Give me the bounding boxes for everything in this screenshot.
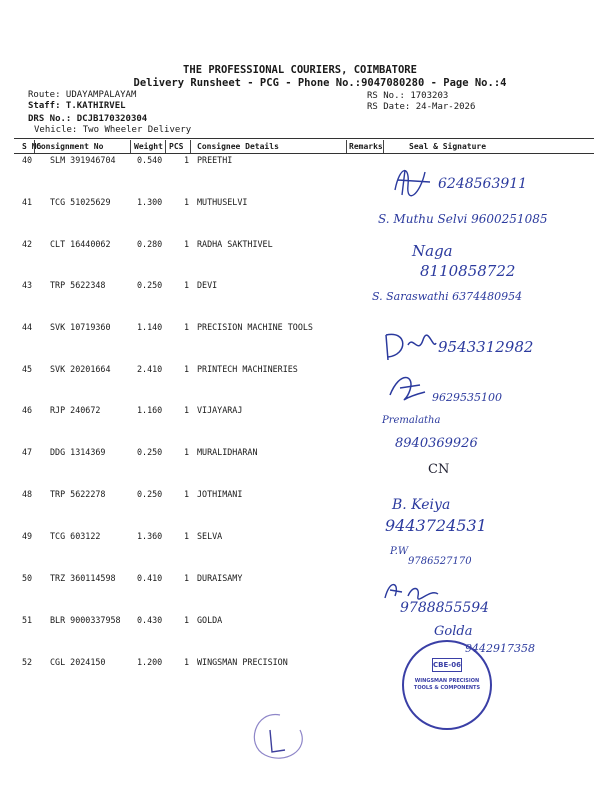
signature-scribble xyxy=(385,370,430,405)
row-sno: 40 xyxy=(22,155,33,165)
col-divider xyxy=(34,140,35,153)
row-consignee: PREETHI xyxy=(197,155,233,165)
signature-46-phone: 8940369926 xyxy=(395,436,478,451)
table-row xyxy=(14,364,594,406)
row-weight: 1.160 xyxy=(137,405,163,415)
row-weight: 1.360 xyxy=(137,531,163,541)
signature-45: 9629535100 xyxy=(432,391,502,404)
row-consignment: SVK 20201664 xyxy=(50,364,111,374)
table-row xyxy=(14,489,594,531)
row-sno: 43 xyxy=(22,280,33,290)
row-pcs: 1 xyxy=(184,447,190,457)
row-consignee: WINGSMAN PRECISION xyxy=(197,657,288,667)
row-weight: 0.540 xyxy=(137,155,163,165)
row-sno: 46 xyxy=(22,405,33,415)
row-consignee: VIJAYARAJ xyxy=(197,405,243,415)
row-consignee: MURALIDHARAN xyxy=(197,447,258,457)
row-consignee: PRECISION MACHINE TOOLS xyxy=(197,322,313,332)
row-sno: 50 xyxy=(22,573,33,583)
signature-scribble xyxy=(378,325,438,365)
col-divider xyxy=(165,140,166,153)
signature-49-phone: 9786527170 xyxy=(408,556,472,567)
row-pcs: 1 xyxy=(184,573,190,583)
row-pcs: 1 xyxy=(184,155,190,165)
table-row xyxy=(14,447,594,489)
col-consignee: Consignee Details xyxy=(197,142,279,151)
col-consignment: Consignment No xyxy=(36,142,104,151)
drs-label: DRS No.: DCJB170320304 xyxy=(28,114,148,124)
rs-number: RS No.: 1703203 xyxy=(367,91,449,101)
row-consignment: SLM 391946704 xyxy=(50,155,116,165)
signature-48-phone: 9443724531 xyxy=(385,516,487,535)
row-weight: 0.250 xyxy=(137,447,163,457)
row-consignment: CGL 2024150 xyxy=(50,657,106,667)
row-consignment: TRP 5622278 xyxy=(50,489,106,499)
row-consignment: CLT 16440062 xyxy=(50,239,111,249)
row-pcs: 1 xyxy=(184,615,190,625)
signature-scribble xyxy=(390,160,440,200)
col-divider xyxy=(383,140,384,153)
row-weight: 0.430 xyxy=(137,615,163,625)
row-consignee: PRINTECH MACHINERIES xyxy=(197,364,298,374)
row-pcs: 1 xyxy=(184,657,190,667)
row-pcs: 1 xyxy=(184,531,190,541)
signature-40: 6248563911 xyxy=(438,176,528,192)
row-consignee: GOLDA xyxy=(197,615,223,625)
col-sno: S No xyxy=(22,142,42,151)
row-consignee: SELVA xyxy=(197,531,223,541)
company-title: THE PROFESSIONAL COURIERS, COIMBATORE xyxy=(183,64,417,76)
table-row xyxy=(14,405,594,447)
signature-50: 9788855594 xyxy=(400,600,490,616)
row-sno: 48 xyxy=(22,489,33,499)
row-consignment: DDG 1314369 xyxy=(50,447,106,457)
col-divider xyxy=(346,140,347,153)
vehicle-label: Vehicle: Two Wheeler Delivery xyxy=(34,125,192,135)
row-consignment: SVK 10719360 xyxy=(50,322,111,332)
route-label: Route: UDAYAMPALAYAM xyxy=(28,90,137,100)
row-sno: 42 xyxy=(22,239,33,249)
row-pcs: 1 xyxy=(184,322,190,332)
signature-46-name: Premalatha xyxy=(382,415,441,426)
pen-scribble xyxy=(240,700,320,770)
row-consignment: BLR 9000337958 xyxy=(50,615,121,625)
row-sno: 47 xyxy=(22,447,33,457)
signature-49-name: P.W xyxy=(390,546,409,557)
row-weight: 0.280 xyxy=(137,239,163,249)
row-weight: 0.250 xyxy=(137,489,163,499)
row-weight: 1.140 xyxy=(137,322,163,332)
row-consignee: DEVI xyxy=(197,280,218,290)
signature-41: S. Muthu Selvi 9600251085 xyxy=(378,212,548,226)
row-weight: 0.410 xyxy=(137,573,163,583)
row-pcs: 1 xyxy=(184,364,190,374)
row-consignment: TRZ 360114598 xyxy=(50,573,116,583)
row-weight: 1.200 xyxy=(137,657,163,667)
signature-43: S. Saraswathi 6374480954 xyxy=(372,290,523,303)
staff-label: Staff: T.KATHIRVEL xyxy=(28,101,126,111)
signature-42-phone: 8110858722 xyxy=(420,262,516,280)
col-remarks: Remarks xyxy=(349,142,383,151)
header-top-rule xyxy=(14,138,594,139)
header-bottom-rule xyxy=(14,153,594,154)
row-consignment: TCG 51025629 xyxy=(50,197,111,207)
table-row xyxy=(14,657,594,699)
row-pcs: 1 xyxy=(184,405,190,415)
signature-51-name: Golda xyxy=(434,624,473,639)
row-sno: 51 xyxy=(22,615,33,625)
company-seal xyxy=(402,640,492,730)
signature-51-phone: 9442917358 xyxy=(465,642,535,655)
col-seal-signature: Seal & Signature xyxy=(409,142,487,151)
seal-ring-text: WINGSMAN PRECISION TOOLS & COMPONENTS xyxy=(413,678,481,691)
rs-date: RS Date: 24-Mar-2026 xyxy=(367,102,476,112)
table-row xyxy=(14,573,594,615)
col-pcs: PCS xyxy=(169,142,184,151)
col-divider xyxy=(130,140,131,153)
signature-47: CN xyxy=(428,462,450,477)
seal-center: CBE-06 xyxy=(432,658,462,672)
row-weight: 0.250 xyxy=(137,280,163,290)
row-weight: 2.410 xyxy=(137,364,163,374)
row-pcs: 1 xyxy=(184,280,190,290)
row-consignee: DURAISAMY xyxy=(197,573,243,583)
signature-44: 9543312982 xyxy=(438,338,534,356)
row-sno: 52 xyxy=(22,657,33,667)
row-weight: 1.300 xyxy=(137,197,163,207)
row-consignee: RADHA SAKTHIVEL xyxy=(197,239,273,249)
row-consignee: MUTHUSELVI xyxy=(197,197,248,207)
row-sno: 45 xyxy=(22,364,33,374)
row-sno: 41 xyxy=(22,197,33,207)
col-weight: Weight xyxy=(134,142,163,151)
runsheet-subtitle: Delivery Runsheet - PCG - Phone No.:9047080280 - Page No.:4 xyxy=(133,77,507,89)
row-sno: 44 xyxy=(22,322,33,332)
row-pcs: 1 xyxy=(184,239,190,249)
col-divider xyxy=(190,140,191,153)
signature-48-name: B. Keiya xyxy=(392,497,451,513)
row-pcs: 1 xyxy=(184,489,190,499)
row-consignment: TRP 5622348 xyxy=(50,280,106,290)
row-consignee: JOTHIMANI xyxy=(197,489,243,499)
row-consignment: RJP 240672 xyxy=(50,405,101,415)
table-header xyxy=(14,140,594,153)
row-pcs: 1 xyxy=(184,197,190,207)
row-consignment: TCG 603122 xyxy=(50,531,101,541)
row-sno: 49 xyxy=(22,531,33,541)
table-row xyxy=(14,531,594,573)
signature-42-name: Naga xyxy=(412,242,453,260)
